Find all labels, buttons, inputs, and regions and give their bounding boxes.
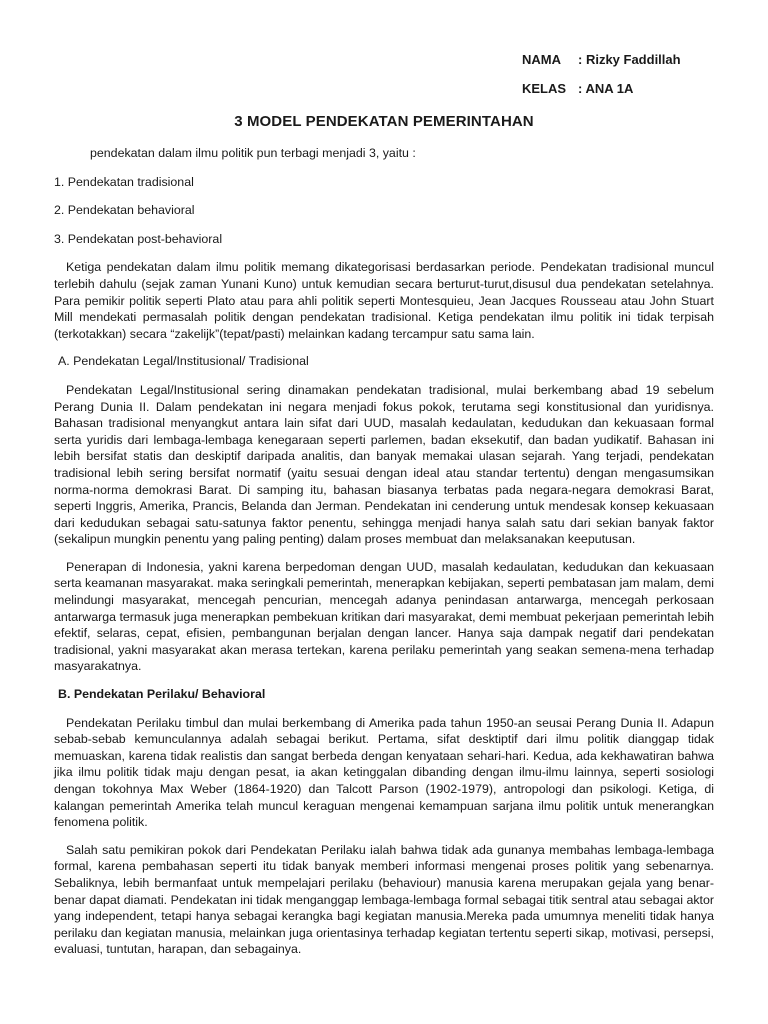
name-label: NAMA: [522, 52, 561, 67]
intro-text: pendekatan dalam ilmu politik pun terbagi menjadi 3, yaitu :: [90, 146, 416, 160]
paragraph-behavioral-thought: Salah satu pemikiran pokok dari Pendekatan Perilaku ialah bahwa tidak ada gunanya membahas lembaga-lembaga formal, karena pembahasan seperti itu tidak banyak memberi informasi mengenai proses politik yang sebenarnya. Sebaliknya, lebih bermanfaat untuk mempelajari perilaku (behaviour) manusia karena merupakan gejala yang benar-benar dapat diamati. Pendekatan ini tidak menganggap lembaga-lembaga formal sebagai titik sentral atau sebagai aktor yang independent, tetapi hanya sebagai kerangka bagi kegiatan manusia.Mereka pada umumnya meneliti tidak hanya perilaku dan kegiatan manusia, melainkan juga orientasinya terhadap kegiatan tertentu seperti sikap, motivasi, persepsi, evaluasi, tuntutan, harapan, dan sebagainya.: [54, 842, 714, 957]
name-value: : Rizky Faddillah: [578, 52, 681, 67]
paragraph-indonesia: Penerapan di Indonesia, yakni karena berpedoman dengan UUD, masalah kedaulatan, kedudukan dan kekuasaan serta keamanan masyarakat. maka seringkali pemerintah, menerapkan kebijakan, seperti pembatasan jam malam, demi melindungi masyarakat, mencegah pencurian, mencegah adanya penindasan antarwarga, mencegah perkosaan antarwarga termasuk juga menerapkan pembekuan kritikan dari masyarakat, demi membuat pekerjaan pemerintah lebih efektif, selaras, cepat, efisien, pembangunan berjalan dengan lancer. Hanya saja dampak negatif dari pendekatan tradisional, yakni masyarakat akan merasa tertekan, karena perilaku pemerintah yang seakan semena-mena terhadap masyarakatnya.: [54, 559, 714, 674]
class-row: [522, 81, 681, 110]
class-value: : ANA 1A: [578, 81, 634, 96]
class-label: KELAS: [522, 81, 567, 96]
paragraph-behavioral-origin: Pendekatan Perilaku timbul dan mulai berkembang di Amerika pada tahun 1950-an seusai Perang Dunia II. Adapun sebab-sebab kemunculannya adalah sebagai berikut. Pertama, sifat desktiptif dari ilmu politik dianggap tidak memuaskan, karena tidak realistis dan sangat berbeda dengan kenyataan sehari-hari. Kedua, ada kekhawatiran bahwa jika ilmu politik tidak maju dengan pesat, ia akan ketinggalan dibanding dengan ilmu-ilmu lainnya, seperti sosiologi dengan tokohnya Max Weber (1864-1920) dan Talcott Parson (1902-1979), antropologi dan psikologi. Ketiga, di kalangan pemerintah Amerika telah muncul keraguan mengenai kemampuan sarjana ilmu politik untuk menerangkan fenomena politik.: [54, 715, 714, 830]
document-title: 3 MODEL PENDEKATAN PEMERINTAHAN: [234, 113, 534, 130]
student-identity: [522, 52, 681, 110]
list-item-1: 1. Pendekatan tradisional: [54, 174, 194, 189]
paragraph-overview: Ketiga pendekatan dalam ilmu politik memang dikategorisasi berdasarkan periode. Pendekatan tradisional muncul terlebih dahulu (sejak zaman Yunani Kuno) untuk kemudian secara berturut-turut,disusul dua pendekatan setelahnya. Para pemikir politik seperti Plato atau para ahli politik seperti Montesquieu, Jean Jacques Rousseau atau John Stuart Mill mendekati permasalah politik dengan pendekatan tradisional. Ketiga pendekatan ilmu politik ini tidak terpisah (terkotakkan) secara “zakelijk”(tepat/pasti) melainkan kadang tercampur satu sama lain.: [54, 260, 714, 341]
list-item-3: 3. Pendekatan post-behavioral: [54, 231, 223, 246]
section-heading-b: B. Pendekatan Perilaku/ Behavioral: [58, 687, 266, 702]
document-body: [54, 145, 714, 969]
section-heading-a: A. Pendekatan Legal/Institusional/ Tradisional: [58, 354, 309, 369]
list-item-2: 2. Pendekatan behavioral: [54, 203, 195, 218]
name-row: [522, 52, 681, 81]
paragraph-traditional: Pendekatan Legal/Institusional sering dinamakan pendekatan tradisional, mulai berkembang abad 19 sebelum Perang Dunia II. Dalam pendekatan ini negara menjadi fokus pokok, terutama segi konstitusional dan yuridisnya. Bahasan tradisional menyangkut antara lain sifat dari UUD, masalah kedaulatan, kedudukan dan kekuasaan formal serta yuridis dari lembaga-lembaga kenegaraan seperti parlemen, badan eksekutif, dan badan yudikatif. Bahasan ini lebih bersifat statis dan deskiptif daripada analitis, dan banyak memakai ulasan sejarah. Yang terjadi, pendekatan tradisional lebih sering bersifat normatif (yaitu sesuai dengan ideal atau standar tertentu) dengan mengasumsikan norma-norma demokrasi Barat. Di samping itu, bahasan biasanya terbatas pada negara-negara demokrasi Barat, seperti Inggris, Amerika, Prancis, Belanda dan Jerman. Pendekatan ini cenderung untuk mendesak konsep kekuasaan dari kedudukan sebagai satu-satunya faktor penentu, sehingga menjadi hanya salah satu dari sekian banyak faktor (sekalipun mungkin penentu yang paling penting) dalam proses membuat dan melaksanakan keeputusan.: [54, 382, 714, 547]
